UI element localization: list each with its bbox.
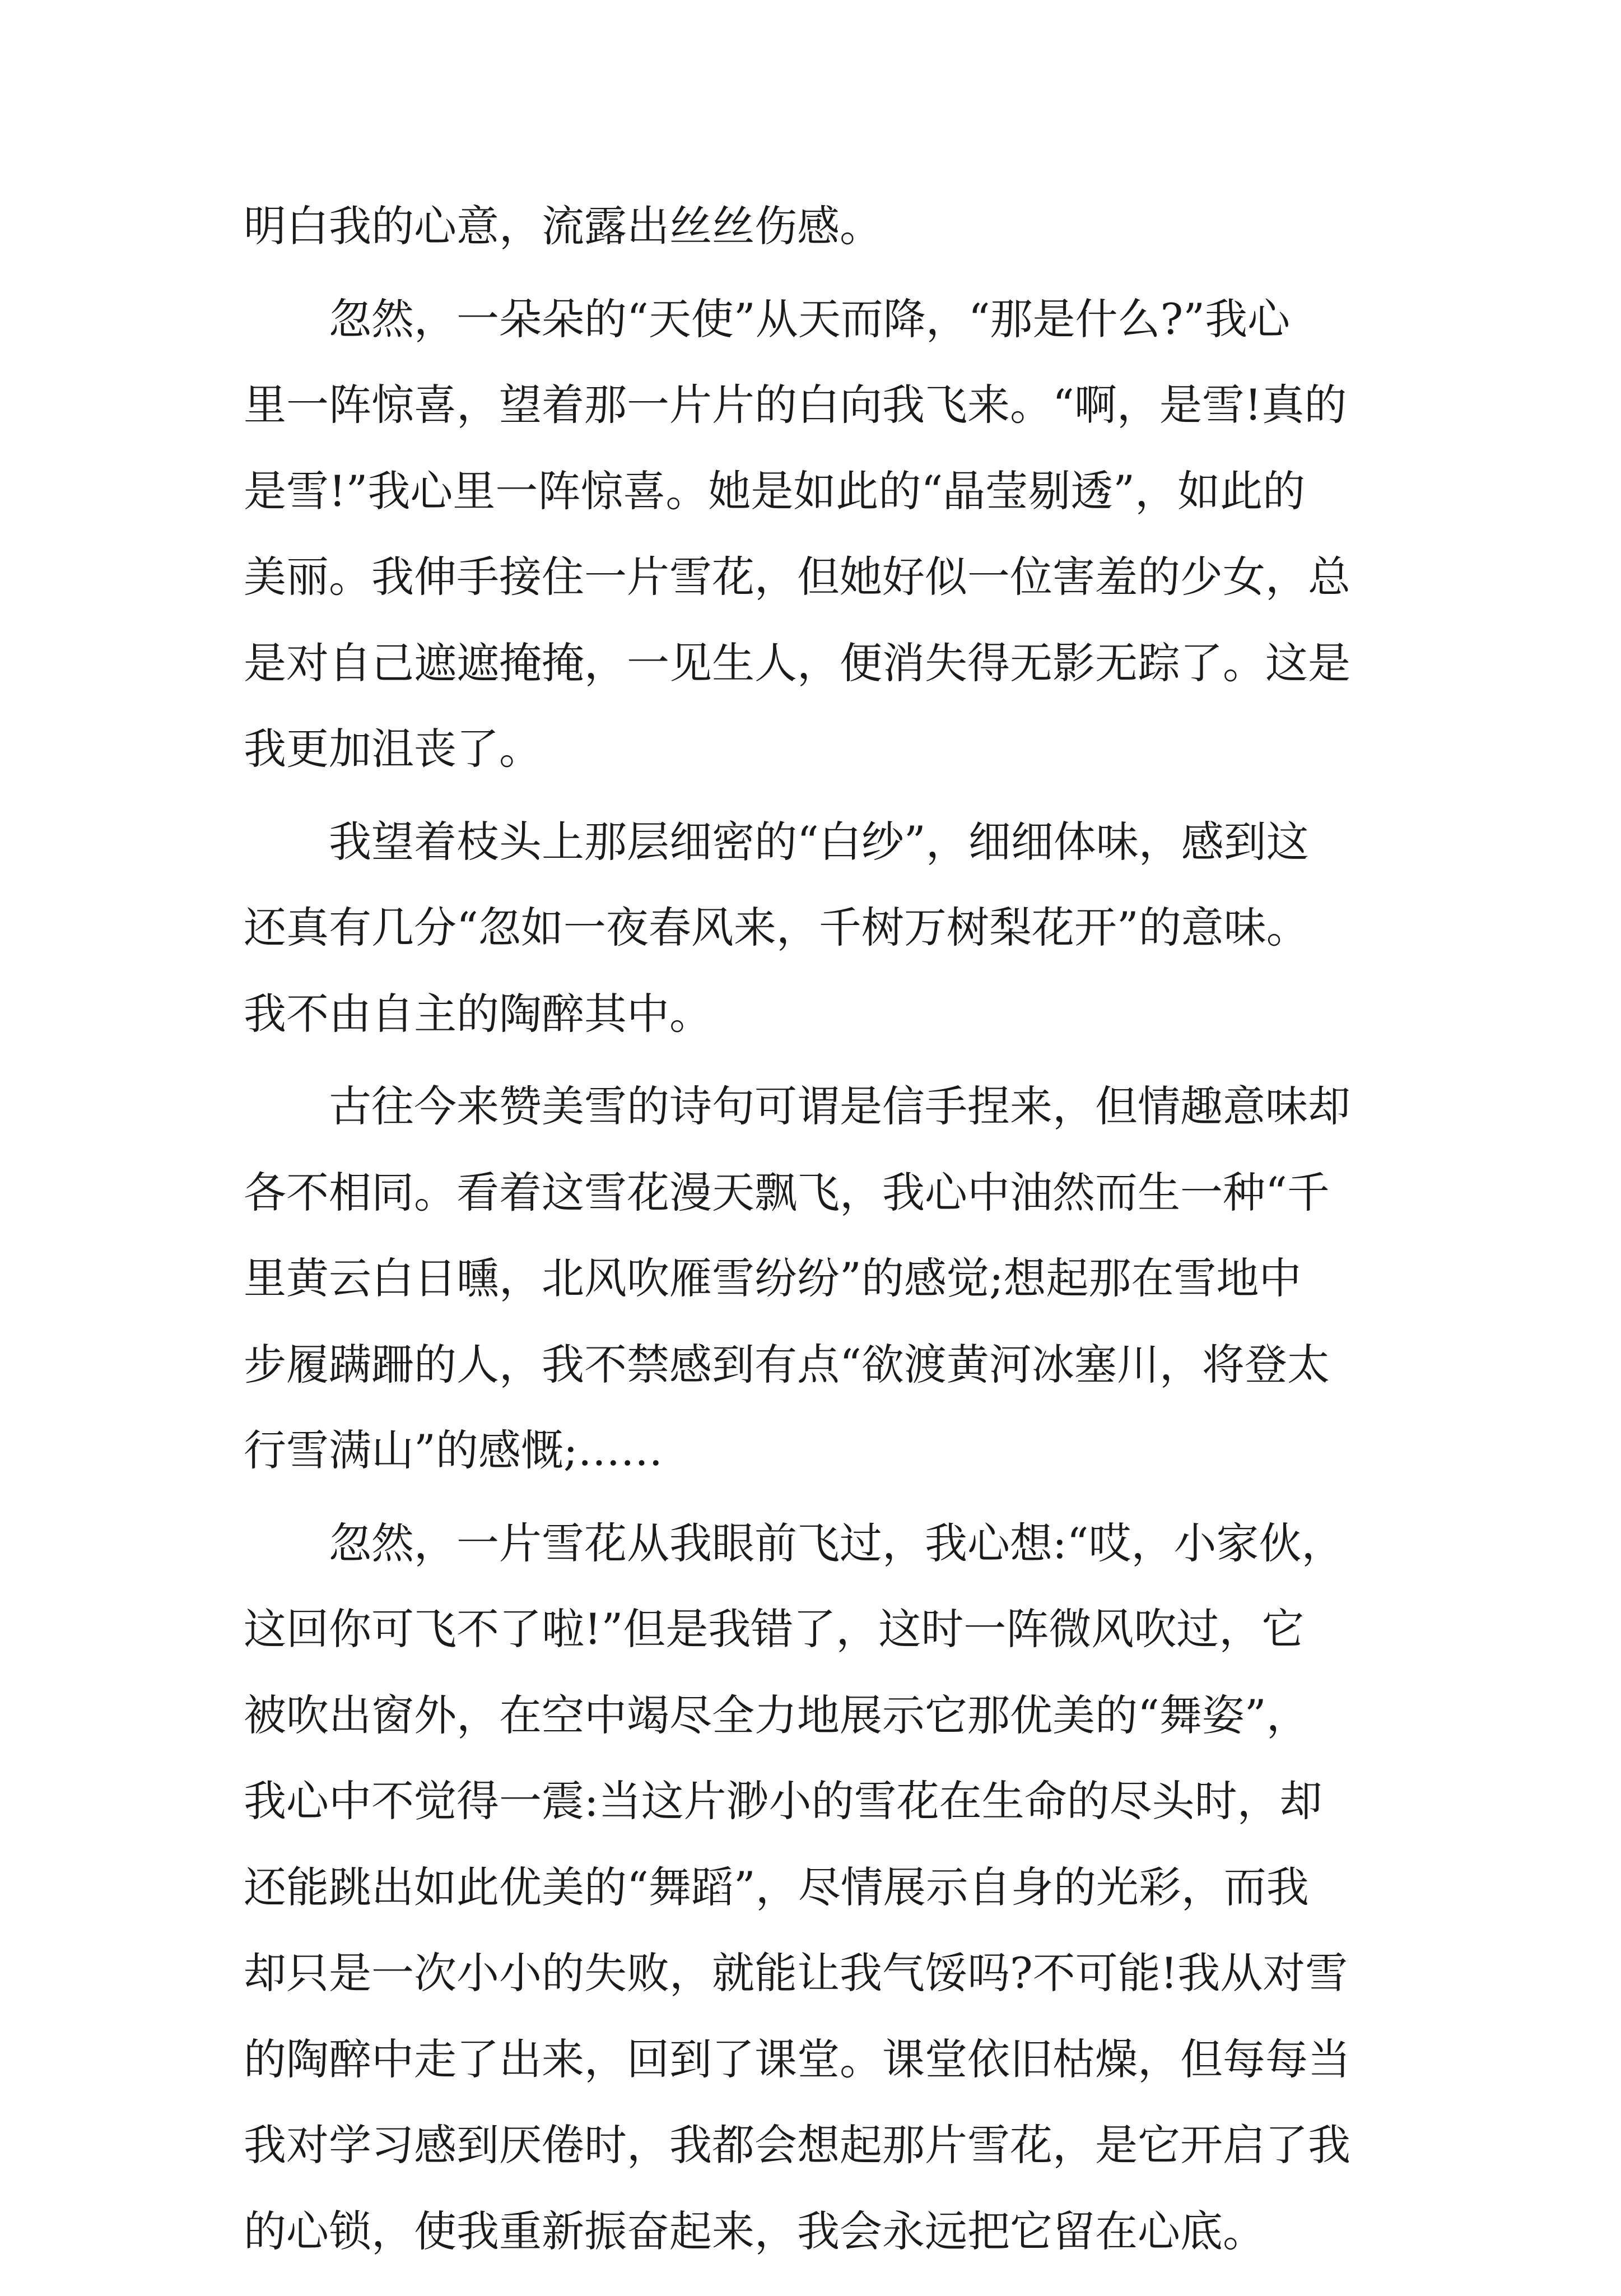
text-line: 我对学习感到厌倦时，我都会想起那片雪花，是它开启了我 xyxy=(244,2124,1420,2210)
text-line: 步履蹒跚的人，我不禁感到有点“欲渡黄河冰塞川，将登太 xyxy=(244,1344,1420,1430)
text-line: 还能跳出如此优美的“舞蹈”，尽情展示自身的光彩，而我 xyxy=(244,1866,1420,1953)
text-line: 这回你可飞不了啦!”但是我错了，这时一阵微风吹过，它 xyxy=(244,1608,1420,1694)
text-line: 的心锁，使我重新振奋起来，我会永远把它留在心底。 xyxy=(244,2210,1420,2296)
essay-body xyxy=(244,205,1420,2296)
paragraph-first-line: 古往今来赞美雪的诗句可谓是信手捏来，但情趣意味却 xyxy=(244,1085,1420,1172)
text-line: 美丽。我伸手接住一片雪花，但她好似一位害羞的少女，总 xyxy=(244,556,1420,642)
text-line: 我心中不觉得一震:当这片渺小的雪花在生命的尽头时，却 xyxy=(244,1780,1420,1866)
text-line: 却只是一次小小的失败，就能让我气馁吗?不可能!我从对雪 xyxy=(244,1952,1420,2038)
text-line: 还真有几分“忽如一夜春风来，千树万树梨花开”的意味。 xyxy=(244,907,1420,993)
text-line: 我不由自主的陶醉其中。 xyxy=(244,993,1420,1079)
text-line: 被吹出窗外，在空中竭尽全力地展示它那优美的“舞姿”， xyxy=(244,1694,1420,1781)
text-line: 各不相同。看着这雪花漫天飘飞，我心中油然而生一种“千 xyxy=(244,1172,1420,1258)
text-line: 是雪!”我心里一阵惊喜。她是如此的“晶莹剔透”，如此的 xyxy=(244,470,1420,556)
text-line: 我更加沮丧了。 xyxy=(244,728,1420,814)
text-line: 明白我的心意，流露出丝丝伤感。 xyxy=(244,205,1420,291)
text-line: 行雪满山”的感慨;…… xyxy=(244,1429,1420,1516)
text-line: 里黄云白日曛，北风吹雁雪纷纷”的感觉;想起那在雪地中 xyxy=(244,1257,1420,1344)
text-line: 是对自己遮遮掩掩，一见生人，便消失得无影无踪了。这是 xyxy=(244,642,1420,728)
text-line: 的陶醉中走了出来，回到了课堂。课堂依旧枯燥，但每每当 xyxy=(244,2038,1420,2125)
text-line: 里一阵惊喜，望着那一片片的白向我飞来。“啊，是雪!真的 xyxy=(244,384,1420,470)
paragraph-first-line: 忽然，一片雪花从我眼前飞过，我心想:“哎，小家伙， xyxy=(244,1522,1420,1609)
paragraph-first-line: 忽然，一朵朵的“天使”从天而降，“那是什么?”我心 xyxy=(244,298,1420,384)
paragraph-first-line: 我望着枝头上那层细密的“白纱”，细细体味，感到这 xyxy=(244,821,1420,907)
